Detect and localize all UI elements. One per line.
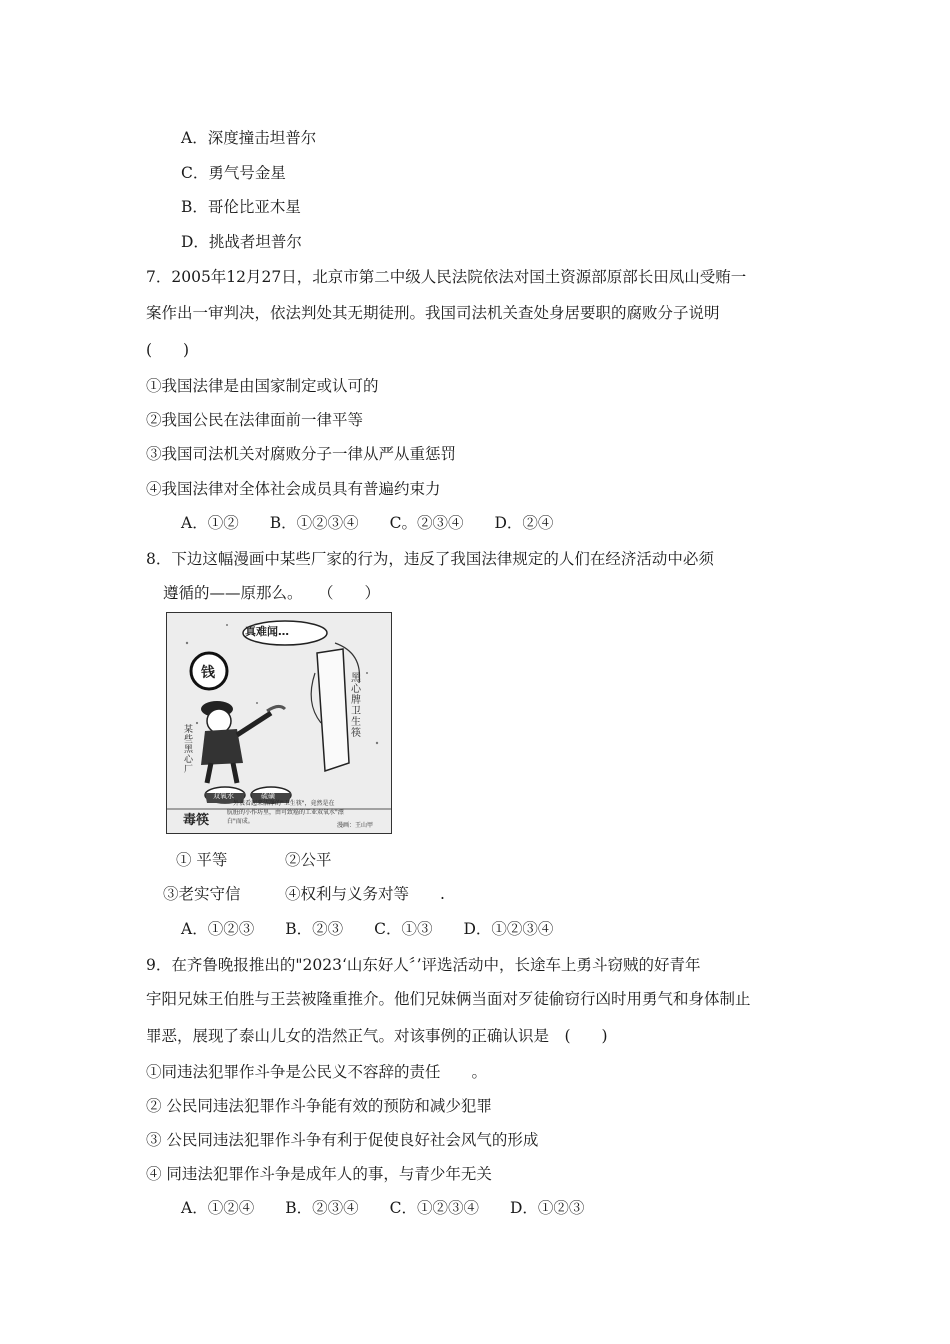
- person-head: [207, 709, 231, 733]
- q8-item-4: ④权利与义务对等 .: [285, 885, 445, 903]
- cartoon-person-label: 某些黑心厂: [184, 725, 194, 775]
- cartoon-title: 毒筷: [183, 813, 210, 828]
- cartoon-image: [166, 612, 392, 834]
- cartoon-bubble-text: 真难闻…: [245, 625, 289, 638]
- q6-option-a: A．深度撞击坦普尔: [181, 129, 317, 147]
- q9-stem-line2: 宇阳兄妹王伯胜与王芸被隆重推介。他们兄妹俩当面对歹徒偷窃行凶时用勇气和身体制止: [146, 990, 751, 1008]
- q9-choices: A．①②④ B．②③④ C．①②③④ D．①②③: [181, 1199, 585, 1217]
- q6-option-c: C．勇气号金星: [181, 164, 286, 182]
- q7-item-2: ②我国公民在法律面前一律平等: [146, 411, 364, 429]
- q8-stem-line1: 8．下边这幅漫画中某些厂家的行为，违反了我国法律规定的人们在经济活动中必须: [146, 550, 714, 568]
- q9-item-2: ② 公民同违法犯罪作斗争能有效的预防和减少犯罪: [146, 1097, 492, 1115]
- q8-item-1: ① 平等: [176, 851, 228, 869]
- q7-stem-line1: 7．2005年12月27日，北京市第二中级人民法院依法对国土资源部原部长田凤山受贿一: [146, 268, 747, 286]
- q8-stem-line2: 遵循的——原那么。 （ ）: [163, 584, 381, 602]
- cartoon-caption-3: 白"而成。: [227, 818, 254, 825]
- q8-item-3: ③老实守信: [163, 885, 241, 903]
- q9-stem-line3: 罪恶，展现了泰山儿女的浩然正气。对该事例的正确认识是 ( ): [146, 1027, 608, 1045]
- cartoon-pot-label-1: 双氧水: [213, 792, 234, 800]
- cartoon-author: 漫画：王山甲: [337, 822, 374, 829]
- cartoon-caption-2: 肮脏的小作坊里，由可致癌的工业双氧水"漂: [227, 809, 344, 816]
- q9-item-1: ①同违法犯罪作斗争是公民义不容辞的责任 。: [146, 1063, 488, 1081]
- q7-item-3: ③我国司法机关对腐败分子一律从严从重惩罚: [146, 445, 457, 463]
- q6-option-d: D．挑战者坦普尔: [181, 233, 302, 251]
- cartoon-money-sign: 钱: [201, 665, 215, 681]
- q9-item-3: ③ 公民同违法犯罪作斗争有利于促使良好社会风气的形成: [146, 1131, 539, 1149]
- q8-item-2: ②公平: [285, 851, 332, 869]
- q6-option-b: B．哥伦比亚木星: [181, 198, 301, 216]
- cartoon-chopstick-text: 黑心牌卫生筷: [351, 673, 361, 739]
- cartoon-pot-label-2: 硫磺: [261, 792, 275, 800]
- q7-stem-line3: ( ): [146, 341, 190, 359]
- q9-item-4: ④ 同违法犯罪作斗争是成年人的事，与青少年无关: [146, 1165, 492, 1183]
- q7-choices: A．①② B．①②③④ C。②③④ D．②④: [181, 514, 554, 532]
- q7-stem-line2: 案作出一审判决，依法判处其无期徒刑。我国司法机关查处身居要职的腐败分子说明: [146, 304, 720, 322]
- q8-choices: A．①②③ B．②③ C．①③ D．①②③④: [181, 920, 554, 938]
- q7-item-1: ①我国法律是由国家制定或认可的: [146, 377, 379, 395]
- q7-item-4: ④我国法律对全体社会成员具有普遍约束力: [146, 480, 441, 498]
- cartoon-caption-1: 外表看起来洁净的"卫生筷"，竟然是在: [233, 800, 335, 807]
- q9-stem-line1: 9．在齐鲁晚报推出的"2023‘山东好人〞’评选活动中，长途车上勇斗窃贼的好青年: [146, 956, 701, 974]
